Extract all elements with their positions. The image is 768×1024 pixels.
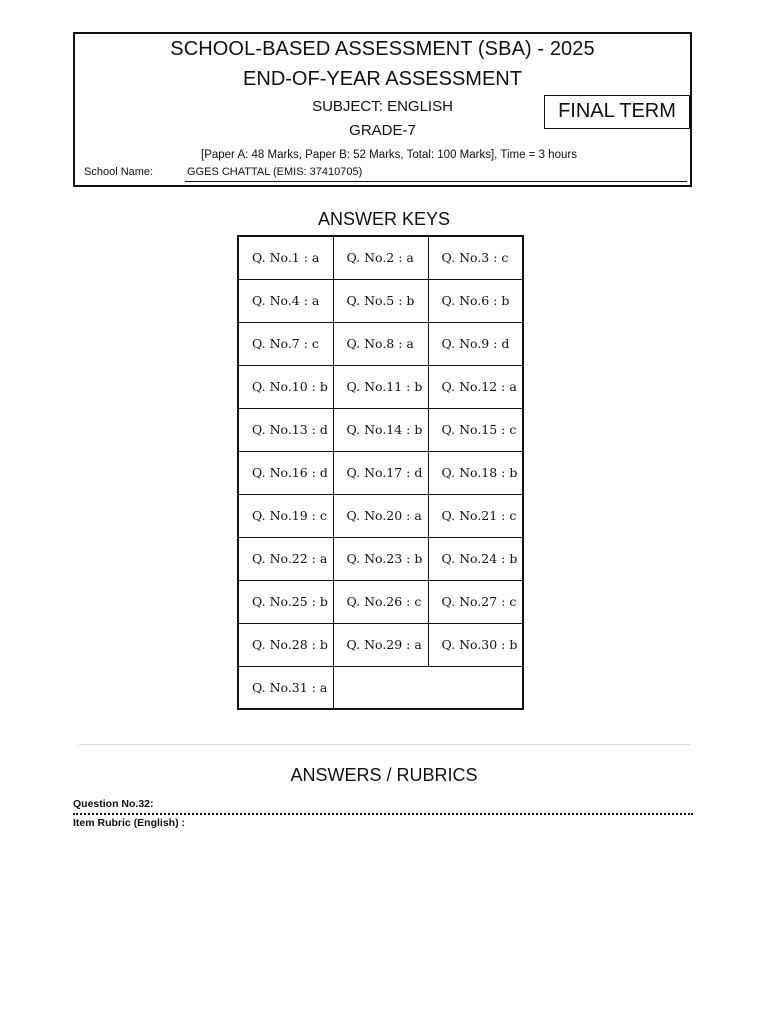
- answer-cell: Q. No.6 : b: [428, 279, 523, 322]
- answer-cell: Q. No.16 : d: [238, 451, 333, 494]
- answer-cell: Q. No.20 : a: [333, 494, 428, 537]
- answer-keys-table: [237, 235, 524, 710]
- table-row: [238, 494, 523, 537]
- answer-cell: Q. No.21 : c: [428, 494, 523, 537]
- answer-cell: Q. No.19 : c: [238, 494, 333, 537]
- answer-cell: Q. No.14 : b: [333, 408, 428, 451]
- term-badge: FINAL TERM: [544, 95, 690, 129]
- empty-cell: [333, 666, 523, 709]
- answer-cell: Q. No.31 : a: [238, 666, 333, 709]
- answer-cell: Q. No.7 : c: [238, 322, 333, 365]
- assessment-header: [73, 32, 692, 187]
- table-row: [238, 408, 523, 451]
- assessment-title: SCHOOL-BASED ASSESSMENT (SBA) - 2025: [170, 38, 595, 60]
- answer-cell: Q. No.9 : d: [428, 322, 523, 365]
- answer-cell: Q. No.5 : b: [333, 279, 428, 322]
- answer-cell: Q. No.15 : c: [428, 408, 523, 451]
- answer-cell: Q. No.8 : a: [333, 322, 428, 365]
- answer-cell: Q. No.30 : b: [428, 623, 523, 666]
- answer-cell: Q. No.25 : b: [238, 580, 333, 623]
- subject-label: SUBJECT: ENGLISH: [312, 98, 453, 115]
- school-name-value: GGES CHATTAL (EMIS: 37410705): [185, 166, 687, 182]
- marks-info: [Paper A: 48 Marks, Paper B: 52 Marks, Total: 100 Marks], Time = 3 hours: [201, 149, 577, 161]
- answer-cell: Q. No.12 : a: [428, 365, 523, 408]
- answer-cell: Q. No.28 : b: [238, 623, 333, 666]
- table-row: [238, 236, 523, 279]
- grade-label: GRADE-7: [349, 122, 416, 139]
- answer-keys-title: ANSWER KEYS: [317, 209, 451, 229]
- item-rubric-label: Item Rubric (English) :: [73, 817, 186, 829]
- answer-cell: Q. No.13 : d: [238, 408, 333, 451]
- table-row: [238, 451, 523, 494]
- table-row: [238, 322, 523, 365]
- answer-cell: Q. No.27 : c: [428, 580, 523, 623]
- assessment-subtitle: END-OF-YEAR ASSESSMENT: [243, 68, 522, 90]
- answer-cell: Q. No.22 : a: [238, 537, 333, 580]
- table-row: [238, 365, 523, 408]
- answer-cell: Q. No.3 : c: [428, 236, 523, 279]
- section-divider: [79, 744, 690, 745]
- answer-cell: Q. No.26 : c: [333, 580, 428, 623]
- answer-cell: Q. No.18 : b: [428, 451, 523, 494]
- table-row: [238, 623, 523, 666]
- table-row: [238, 279, 523, 322]
- answer-cell: Q. No.29 : a: [333, 623, 428, 666]
- answer-cell: Q. No.11 : b: [333, 365, 428, 408]
- dotted-answer-line: [73, 813, 693, 815]
- rubrics-title: ANSWERS / RUBRICS: [290, 765, 478, 785]
- answer-cell: Q. No.10 : b: [238, 365, 333, 408]
- question-32-label: Question No.32:: [73, 798, 154, 810]
- answer-cell: Q. No.23 : b: [333, 537, 428, 580]
- answer-cell: Q. No.1 : a: [238, 236, 333, 279]
- answer-cell: Q. No.24 : b: [428, 537, 523, 580]
- school-name-label: School Name:: [84, 166, 154, 178]
- table-row: [238, 537, 523, 580]
- table-row: [238, 580, 523, 623]
- table-row: [238, 666, 523, 709]
- answer-cell: Q. No.4 : a: [238, 279, 333, 322]
- answer-cell: Q. No.17 : d: [333, 451, 428, 494]
- answer-cell: Q. No.2 : a: [333, 236, 428, 279]
